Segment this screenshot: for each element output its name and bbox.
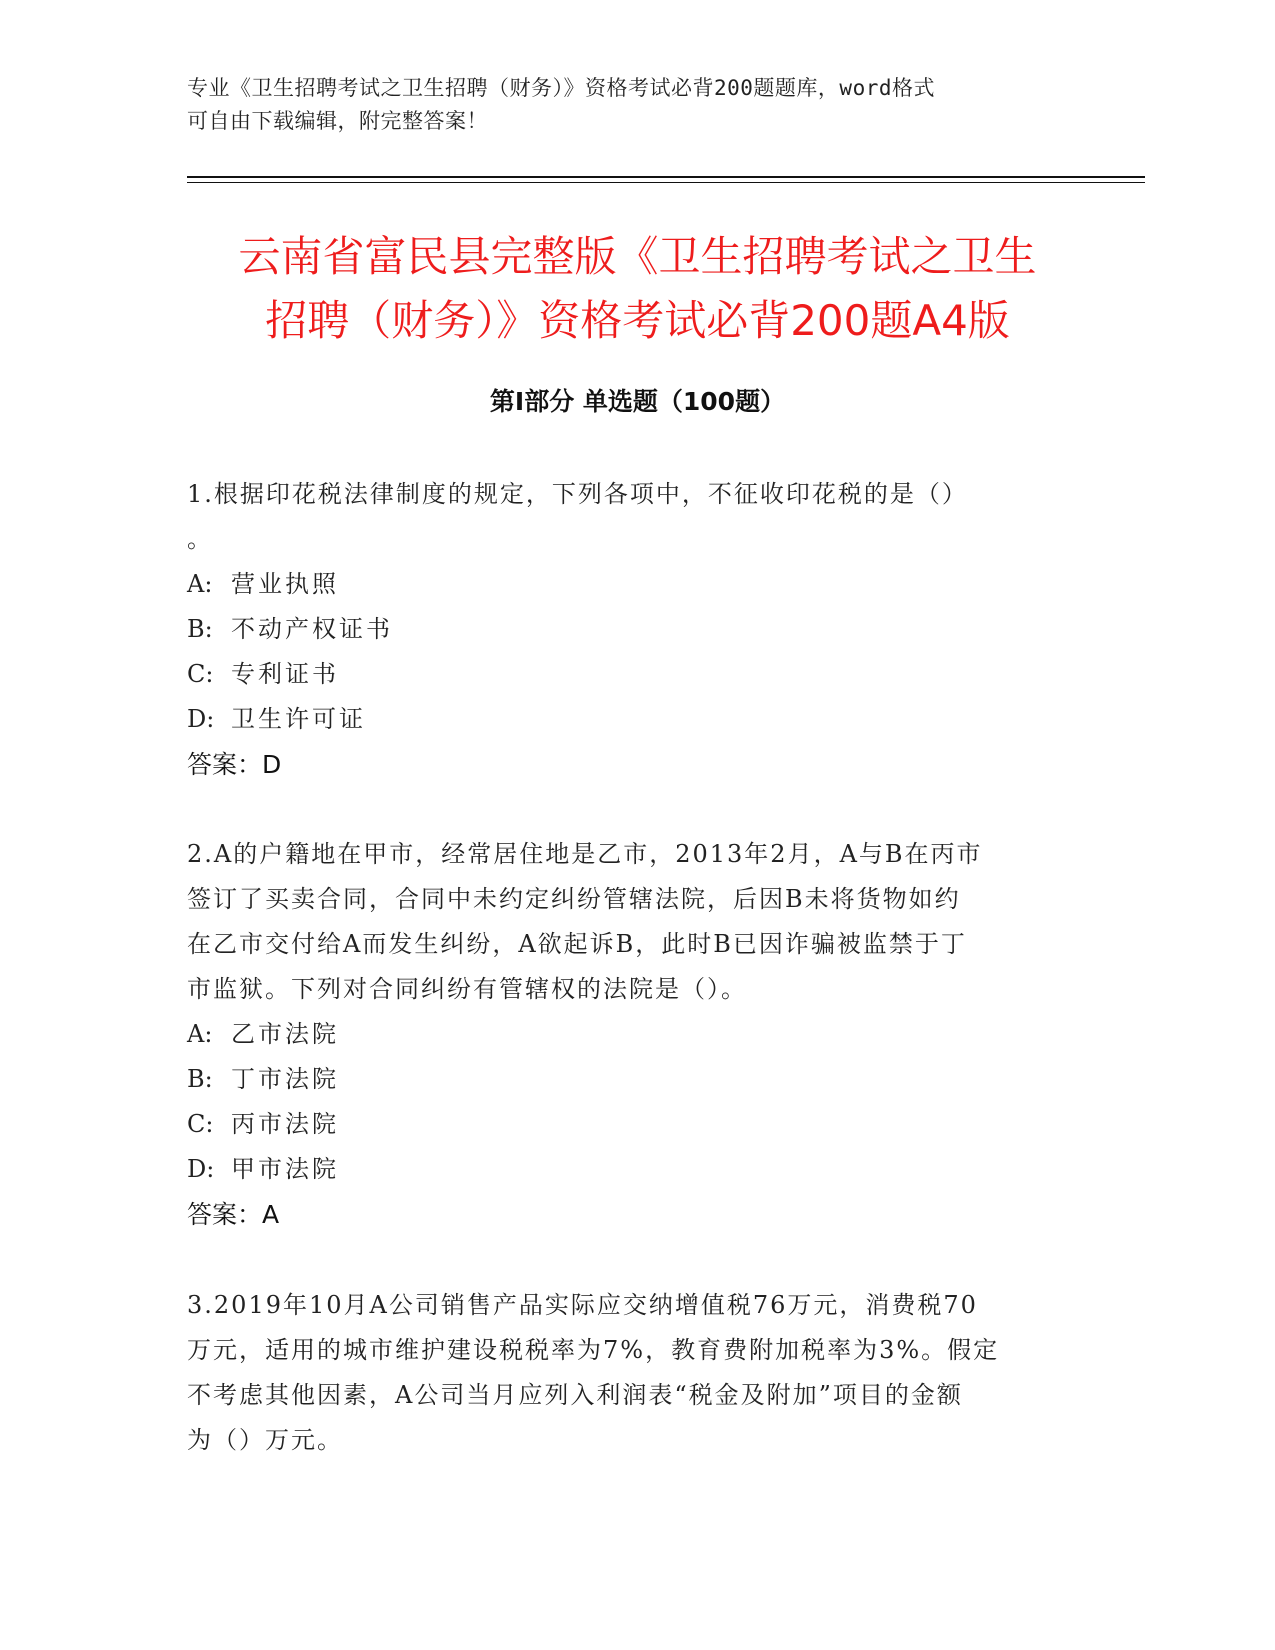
option-b [187, 1057, 1087, 1102]
option-key: B: [187, 1065, 213, 1093]
question-stem: 签订了买卖合同，合同中未约定纠纷管辖法院，后因B未将货物如约 [187, 885, 961, 913]
option-d [187, 1147, 1087, 1192]
option-key: A: [187, 1020, 213, 1048]
option-b [187, 607, 1087, 652]
option-key: D: [187, 705, 215, 733]
option-text: 丙市法院 [231, 1110, 339, 1138]
option-d [187, 697, 1087, 742]
option-key: B: [187, 615, 213, 643]
option-key: C: [187, 660, 214, 688]
option-key: C: [187, 1110, 214, 1138]
question-stem: 万元，适用的城市维护建设税税率为7%，教育费附加税率为3%。假定 [187, 1336, 1000, 1364]
title-line: 招聘（财务）》资格考试必背200题A4版 [265, 296, 1010, 345]
header-divider [187, 182, 1145, 183]
option-text: 不动产权证书 [231, 615, 393, 643]
header-divider [187, 176, 1145, 178]
header-note-line: 专业《卫生招聘考试之卫生招聘（财务）》资格考试必背200题题库，word格式 [187, 76, 935, 100]
question-stem: 。 [187, 525, 213, 553]
question-stem: 不考虑其他因素，A公司当月应列入利润表“税金及附加”项目的金额 [187, 1381, 963, 1409]
header-note-line: 可自由下载编辑，附完整答案！ [187, 109, 488, 133]
header-note [187, 72, 1087, 138]
question-stem: 2.A的户籍地在甲市，经常居住地是乙市，2013年2月，A与B在丙市 [187, 840, 983, 868]
option-a [187, 1012, 1087, 1057]
question-item [187, 1283, 1087, 1463]
answer-label: 答案：A [187, 1200, 280, 1229]
document-title [150, 225, 1125, 353]
question-item [187, 832, 1087, 1237]
section-heading: 第Ⅰ部分 单选题（100题） [489, 387, 786, 416]
option-c [187, 1102, 1087, 1147]
option-text: 丁市法院 [231, 1065, 339, 1093]
question-stem: 在乙市交付给A而发生纠纷，A欲起诉B，此时B已因诈骗被监禁于丁 [187, 930, 967, 958]
answer-label: 答案：D [187, 750, 282, 779]
option-text: 卫生许可证 [231, 705, 366, 733]
question-stem: 3.2019年10月A公司销售产品实际应交纳增值税76万元，消费税70 [187, 1291, 978, 1319]
question-item [187, 472, 1087, 787]
option-key: D: [187, 1155, 215, 1183]
option-a [187, 562, 1087, 607]
question-stem: 为（）万元。 [187, 1426, 343, 1454]
title-line: 云南省富民县完整版《卫生招聘考试之卫生 [238, 232, 1037, 281]
option-c [187, 652, 1087, 697]
option-text: 甲市法院 [231, 1155, 339, 1183]
option-text: 专利证书 [231, 660, 339, 688]
question-stem: 市监狱。下列对合同纠纷有管辖权的法院是（）。 [187, 975, 747, 1003]
option-text: 乙市法院 [231, 1020, 339, 1048]
option-text: 营业执照 [231, 570, 339, 598]
question-stem: 1.根据印花税法律制度的规定，下列各项中，不征收印花税的是（） [187, 480, 968, 508]
option-key: A: [187, 570, 213, 598]
